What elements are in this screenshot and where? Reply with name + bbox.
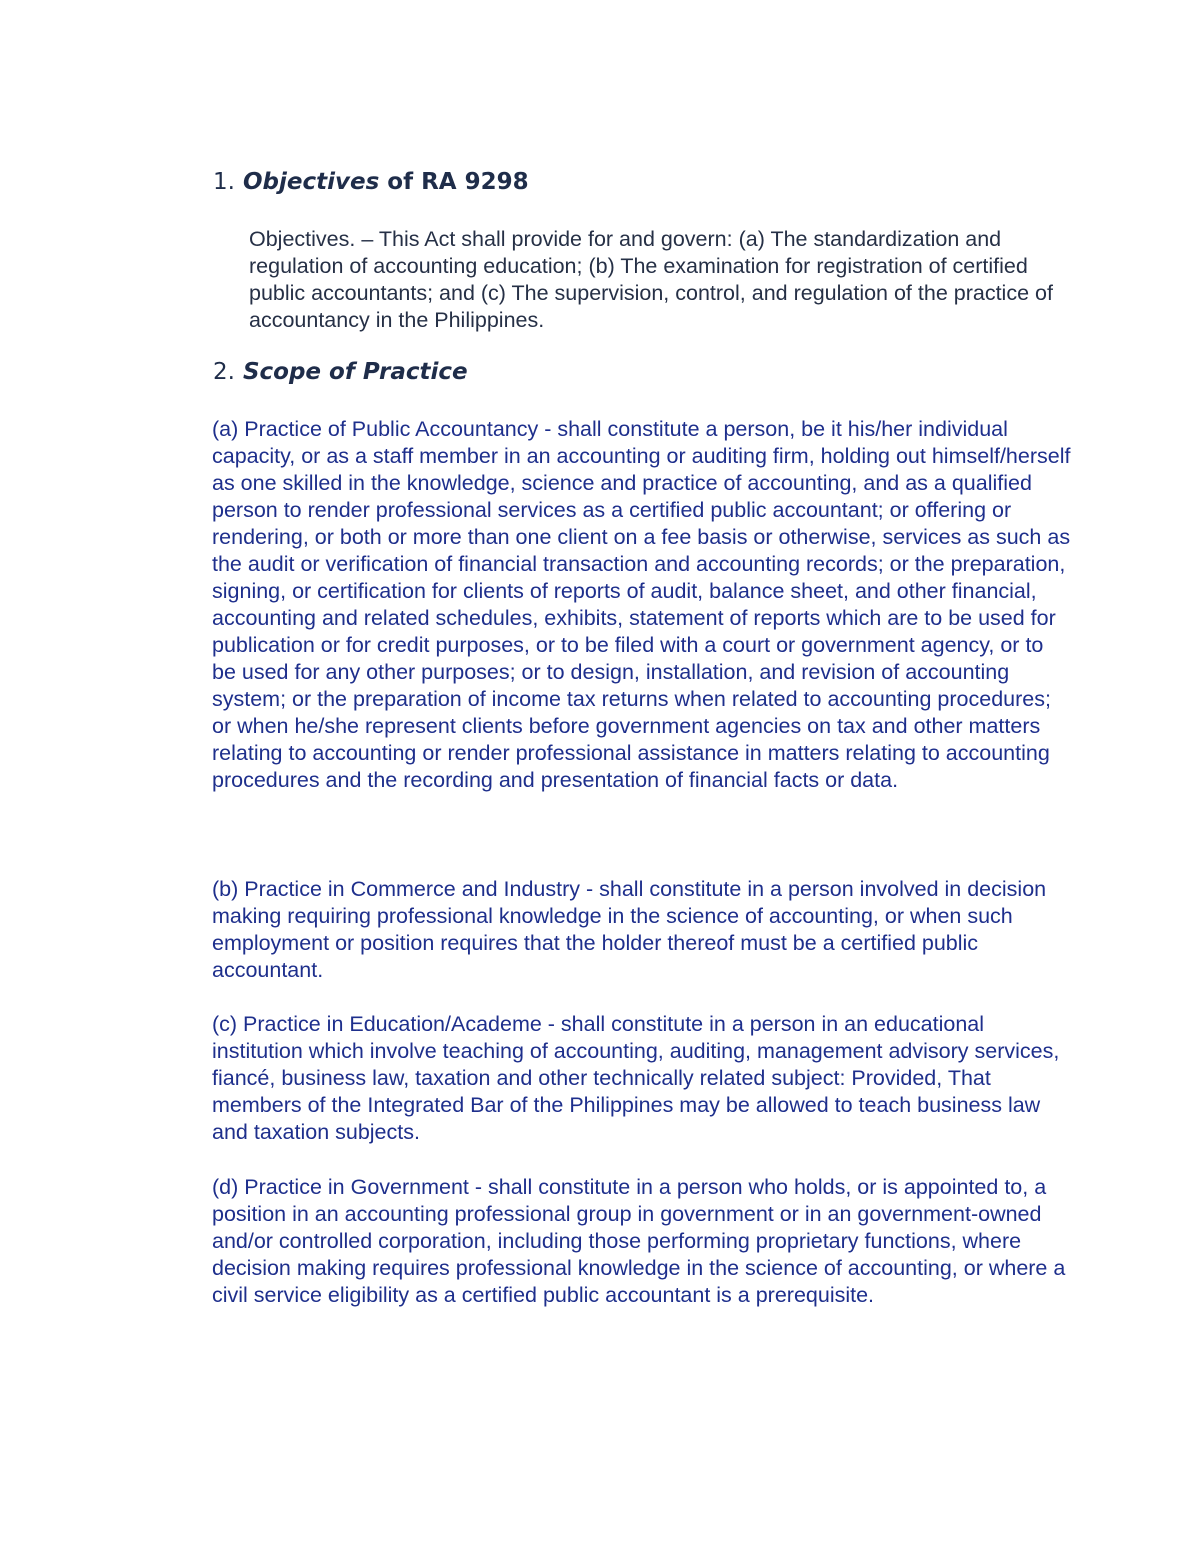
objectives-paragraph: Objectives. – This Act shall provide for and govern: (a) The standardization and regulation of accounting education; (b) The examination for registration of certified public accountants; and (c) The supervision, control, and regulation of the practice of accountancy in the Philippines. [249, 227, 1053, 332]
scope-paragraph-a: (a) Practice of Public Accountancy - shall constitute a person, be it his/her individual capacity, or as a staff member in an accounting or auditing firm, holding out himself/herself as one skilled in the knowledge, science and practice of accounting, and as a qualified person to render professional services as a certified public accountant; or offering or rendering, or both or more than one client on a fee basis or otherwise, services as such as the audit or verification of financial transaction and accounting records; or the preparation, signing, or certification for clients of reports of audit, balance sheet, and other financial, accounting and related schedules, exhibits, statement of reports which are to be used for publication or for credit purposes, or to be filed with a court or government agency, or to be used for any other purposes; or to design, installation, and revision of accounting system; or the preparation of income tax returns when related to accounting procedures; or when he/she represent clients before government agencies on tax and other matters relating to accounting or render professional assistance in matters relating to accounting procedures and the recording and presentation of financial facts or data. [212, 417, 1071, 792]
scope-paragraph-d: (d) Practice in Government - shall constitute in a person who holds, or is appointed to, a position in an accounting professional group in government or in an government-owned and/or controlled corporation, including those performing proprietary functions, where decision making requires professional knowledge in the science of accounting, or where a civil service eligibility as a certified public accountant is a prerequisite. [212, 1175, 1066, 1307]
section-heading-scope [213, 359, 468, 385]
section-title-italic: Scope of Practice [242, 359, 468, 385]
section-number: 1. [213, 169, 235, 195]
section-title-rest: of RA 9298 [379, 169, 529, 195]
section-heading-objectives [213, 169, 529, 195]
section-title-italic: Objectives [242, 169, 380, 195]
section-number: 2. [213, 359, 235, 385]
scope-paragraph-c: (c) Practice in Education/Academe - shall constitute in a person in an educational institution which involve teaching of accounting, auditing, management advisory services, fiancé, business law, taxation and other technically related subject: Provided, That members of the Integrated Bar of the Philippines may be allowed to teach business law and taxation subjects. [212, 1012, 1060, 1144]
scope-paragraph-b: (b) Practice in Commerce and Industry - shall constitute in a person involved in decision making requiring professional knowledge in the science of accounting, or when such employment or position requires that the holder thereof must be a certified public accountant. [212, 877, 1047, 982]
